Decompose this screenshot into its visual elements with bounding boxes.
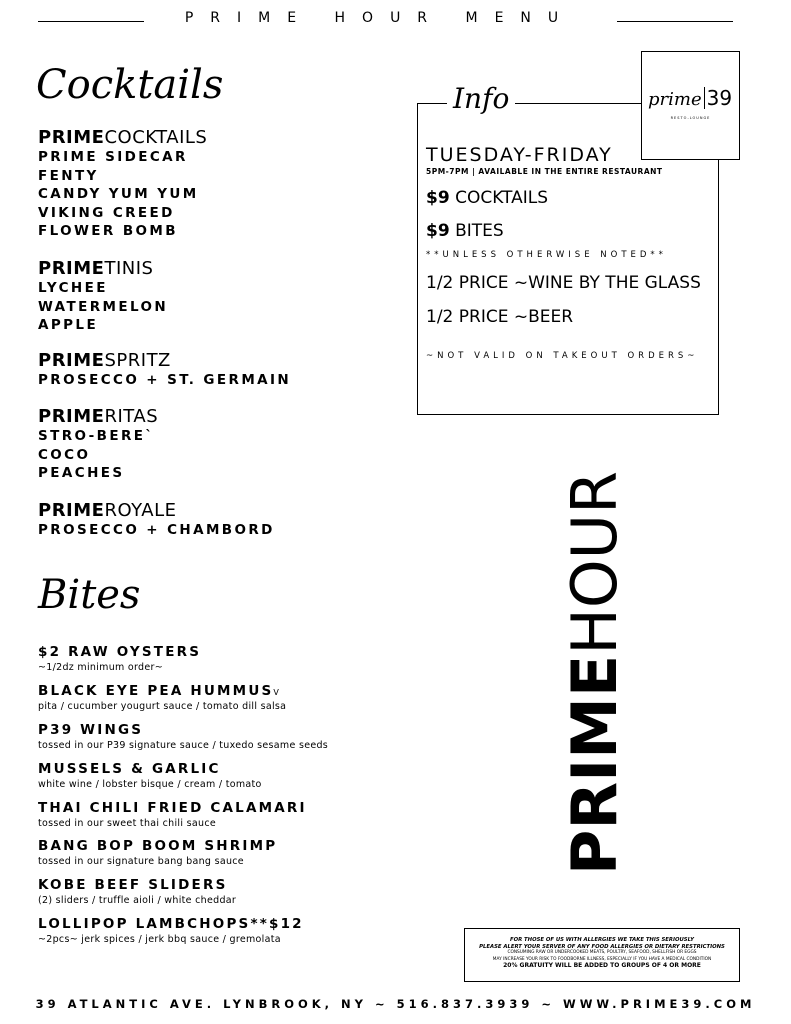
section-primeroyale	[38, 500, 275, 540]
list-item: FLOWER BOMB	[38, 223, 178, 239]
vertical-brand-text	[558, 470, 631, 876]
cocktails-script-title: Cocktails	[36, 62, 224, 108]
bite-item	[38, 916, 304, 945]
bite-item	[38, 722, 328, 751]
list-item: PROSECCO + ST. GERMAIN	[38, 372, 292, 388]
bite-item	[38, 644, 201, 673]
bite-name: BANG BOP BOOM SHRIMP	[38, 838, 278, 854]
allergy-line: FOR THOSE OF US WITH ALLERGIES WE TAKE THIS SERIOUSLY	[510, 937, 694, 943]
logo-sub: RESTO-LOUNGE	[670, 116, 711, 120]
footer-contact: 39 ATLANTIC AVE. LYNBROOK, NY ~ 516.837.3939 ~ WWW.PRIME39.COM	[35, 997, 756, 1011]
info-note: **UNLESS OTHERWISE NOTED**	[426, 250, 667, 260]
bite-name: LOLLIPOP LAMBCHOPS**$12	[38, 916, 304, 932]
allergy-line: 20% GRATUITY WILL BE ADDED TO GROUPS OF 4 OR MORE	[503, 962, 701, 969]
header-rule-left	[38, 21, 144, 22]
section-title: PRIMESPRITZ	[38, 350, 171, 371]
bite-desc: tossed in our sweet thai chili sauce	[38, 818, 216, 829]
list-item: PRIME SIDECAR	[38, 149, 188, 165]
logo	[641, 51, 740, 160]
section-title: PRIMERITAS	[38, 406, 159, 427]
list-item: COCO	[38, 446, 91, 463]
list-item: PROSECCO + CHAMBORD	[38, 522, 275, 538]
bite-desc: (2) sliders / truffle aioli / white cheddar	[38, 895, 237, 906]
item-list	[38, 148, 207, 241]
list-item: LYCHEE	[38, 280, 108, 296]
list-item: FENTY	[38, 167, 99, 184]
section-primecocktails	[38, 127, 207, 241]
bite-desc: ~2pcs~ jerk spices / jerk bbq sauce / gremolata	[38, 934, 281, 945]
deal-beer: 1/2 PRICE ~BEER	[426, 307, 574, 327]
bite-desc: pita / cucumber yougurt sauce / tomato dill salsa	[38, 701, 287, 712]
section-primeritas	[38, 406, 158, 483]
item-list	[38, 427, 158, 483]
list-item: APPLE	[38, 317, 99, 333]
logo-word: prime	[648, 89, 702, 110]
bite-desc: ~1/2dz minimum order~	[38, 662, 163, 673]
allergy-line: MAY INCREASE YOUR RISK TO FOODBORNE ILLNESS, ESPECIALLY IF YOU HAVE A MEDICAL CONDITION	[492, 956, 712, 962]
header-rule-right	[617, 21, 733, 22]
list-item: CANDY YUM YUM	[38, 186, 199, 202]
vertical-bold: PRIME	[558, 654, 631, 876]
menu-title: PRIME HOUR MENU	[184, 10, 576, 26]
deal-cocktails: $9 COCKTAILS	[426, 188, 548, 208]
section-primetinis	[38, 258, 168, 335]
bite-name: KOBE BEEF SLIDERS	[38, 877, 228, 893]
logo-divider	[704, 87, 705, 109]
list-item: VIKING CREED	[38, 204, 175, 221]
vertical-light: HOUR	[558, 470, 631, 655]
takeout-note: ~NOT VALID ON TAKEOUT ORDERS~	[426, 351, 699, 361]
section-title: PRIMETINIS	[38, 258, 154, 279]
logo-mark	[648, 86, 732, 110]
section-title: PRIMECOCKTAILS	[38, 127, 208, 148]
bite-item	[38, 761, 262, 790]
bite-name: $2 RAW OYSTERS	[38, 644, 202, 660]
bite-item	[38, 800, 307, 829]
allergy-line: CONSUMING RAW OR UNDERCOOKED MEATS, POULTRY, SEAFOOD, SHELLFISH OR EGGS	[507, 950, 697, 955]
bite-item	[38, 683, 286, 712]
item-list	[38, 521, 275, 540]
list-item: PEACHES	[38, 465, 125, 481]
bite-name: BLACK EYE PEA HUMMUSV	[38, 683, 279, 699]
info-hours: 5PM-7PM | AVAILABLE IN THE ENTIRE RESTAURANT	[426, 167, 663, 176]
bite-item	[38, 877, 236, 906]
bite-name: MUSSELS & GARLIC	[38, 761, 221, 777]
bite-desc: tossed in our P39 signature sauce / tuxedo sesame seeds	[38, 740, 329, 751]
info-script-title: Info	[447, 82, 515, 115]
bite-name: THAI CHILI FRIED CALAMARI	[38, 800, 307, 816]
deal-wine: 1/2 PRICE ~WINE BY THE GLASS	[426, 273, 701, 293]
item-list	[38, 371, 291, 390]
bite-desc: tossed in our signature bang bang sauce	[38, 856, 244, 867]
bite-item	[38, 838, 277, 867]
list-item: WATERMELON	[38, 298, 169, 315]
bite-desc: white wine / lobster bisque / cream / tomato	[38, 779, 262, 790]
section-primespritz	[38, 350, 291, 390]
info-days: TUESDAY-FRIDAY	[426, 144, 613, 166]
item-list	[38, 279, 168, 335]
bites-script-title: Bites	[38, 572, 141, 618]
allergy-line: PLEASE ALERT YOUR SERVER OF ANY FOOD ALLERGIES OR DIETARY RESTRICTIONS	[479, 943, 725, 950]
deal-bites: $9 BITES	[426, 221, 504, 241]
vegan-tag: V	[273, 688, 279, 697]
list-item: STRO-BERE`	[38, 428, 155, 444]
bite-name: P39 WINGS	[38, 722, 144, 738]
section-title: PRIMEROYALE	[38, 500, 177, 521]
allergy-notice	[464, 928, 740, 982]
logo-number: 39	[706, 86, 733, 110]
